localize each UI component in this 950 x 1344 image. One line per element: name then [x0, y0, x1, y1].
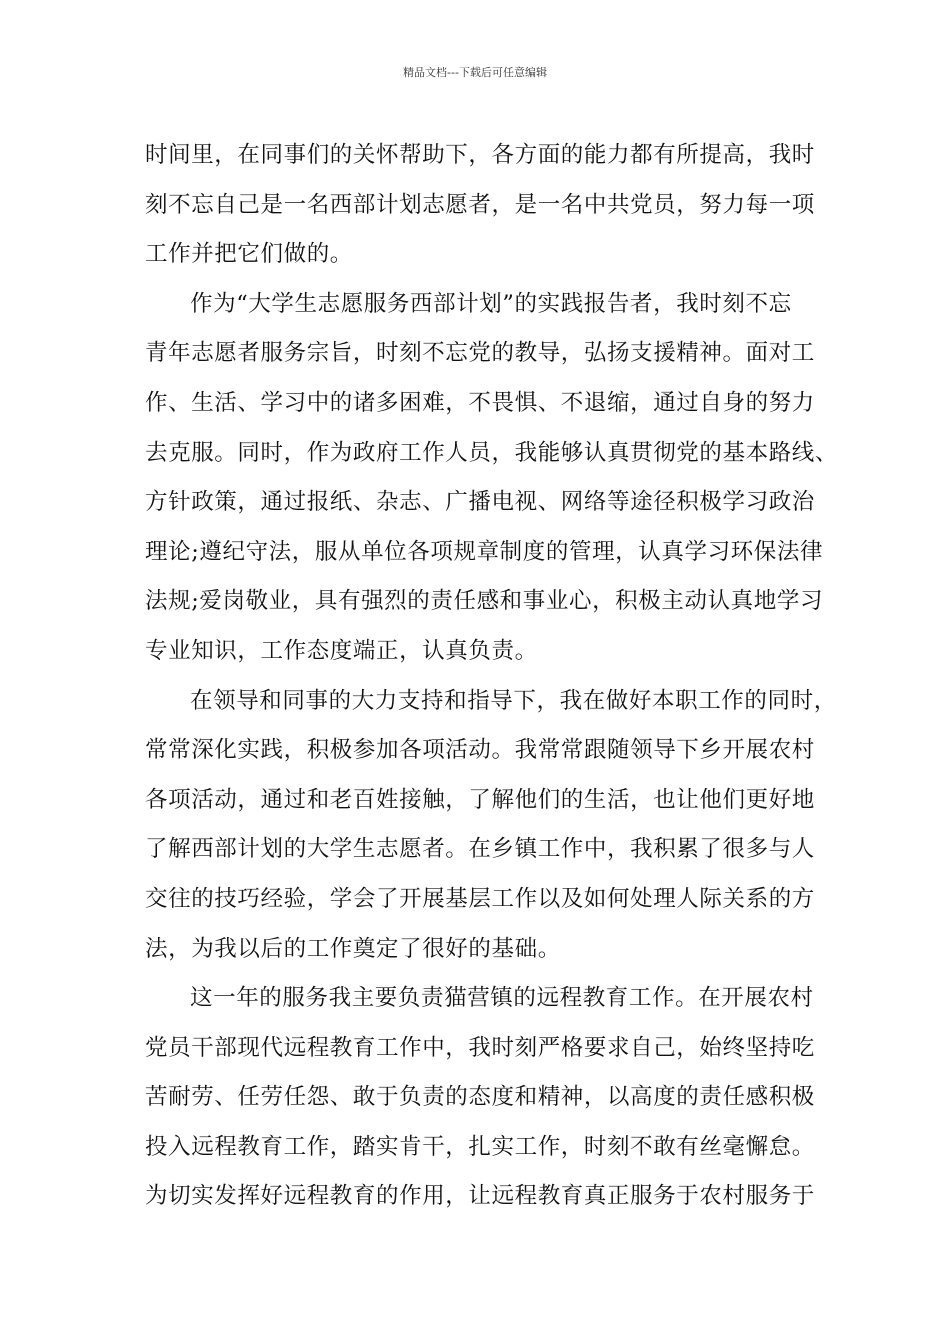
text-line: 党员干部现代远程教育工作中，我时刻严格要求自己，始终坚持吃	[145, 1034, 815, 1061]
text-line: 苦耐劳、任劳任怨、敢于负责的态度和精神，以高度的责任感积极	[145, 1084, 815, 1111]
paragraph-start-line: 在领导和同事的大力支持和指导下，我在做好本职工作的同时，	[190, 687, 837, 714]
text-line: 作、生活、学习中的诸多困难，不畏惧、不退缩，通过自身的努力	[145, 389, 815, 416]
text-line: 法规;爱岗敬业，具有强烈的责任感和事业心，积极主动认真地学习	[145, 588, 824, 615]
text-line: 去克服。同时，作为政府工作人员，我能够认真贯彻党的基本路线、	[145, 439, 839, 466]
text-line: 了解西部计划的大学生志愿者。在乡镇工作中，我积累了很多与人	[145, 836, 815, 863]
text-line: 刻不忘自己是一名西部计划志愿者，是一名中共党员，努力每一项	[145, 191, 815, 218]
text-line: 为切实发挥好远程教育的作用，让远程教育真正服务于农村服务于	[145, 1183, 815, 1210]
text-line: 交往的技巧经验，学会了开展基层工作以及如何处理人际关系的方	[145, 885, 815, 912]
text-line: 专业知识，工作态度端正，认真负责。	[145, 637, 538, 664]
paragraph-start-line: 作为“大学生志愿服务西部计划”的实践报告者，我时刻不忘	[190, 290, 792, 317]
page-header: 精品文档---下载后可任意编辑	[403, 66, 547, 79]
text-line: 理论;遵纪守法，服从单位各项规章制度的管理，认真学习环保法律	[145, 538, 824, 565]
text-line: 时间里，在同事们的关怀帮助下，各方面的能力都有所提高，我时	[145, 142, 815, 168]
text-line: 工作并把它们做的。	[145, 241, 353, 268]
text-line: 青年志愿者服务宗旨，时刻不忘党的教导，弘扬支援精神。面对工	[145, 340, 815, 367]
text-line: 常常深化实践，积极参加各项活动。我常常跟随领导下乡开展农村	[145, 737, 815, 764]
text-line: 方针政策，通过报纸、杂志、广播电视、网络等途径积极学习政治	[145, 489, 815, 516]
document-body	[145, 131, 839, 1222]
text-line: 法，为我以后的工作奠定了很好的基础。	[145, 935, 561, 962]
text-line: 各项活动，通过和老百姓接触，了解他们的生活，也让他们更好地	[145, 786, 815, 813]
text-line: 投入远程教育工作，踏实肯干，扎实工作，时刻不敢有丝毫懈怠。	[145, 1133, 815, 1160]
paragraph-start-line: 这一年的服务我主要负责猫营镇的远程教育工作。在开展农村	[190, 985, 814, 1012]
